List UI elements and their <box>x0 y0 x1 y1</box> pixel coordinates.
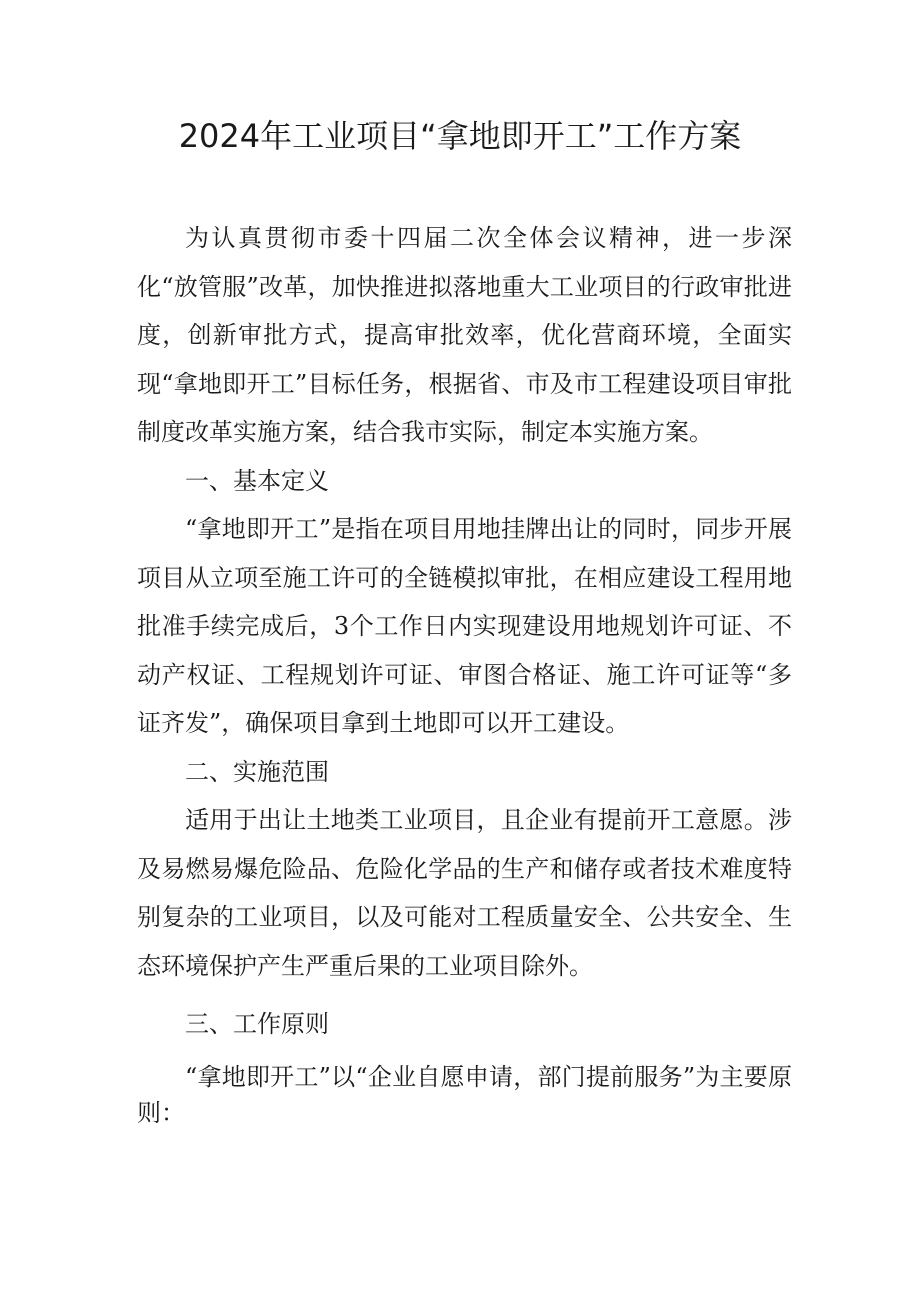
intro-paragraph: 为认真贯彻市委十四届二次全体会议精神，进一步深化“放管服”改革，加快推进拟落地重大工业项目的行政审批进度，创新审批方式，提高审批效率，优化营商环境，全面实现“拿地即开工”目标任务，根据省、市及市工程建设项目审批制度改革实施方案，结合我市实际，制定本实施方案。 <box>137 224 792 446</box>
section-3-paragraph: “拿地即开工”以“企业自愿申请，部门提前服务”为主要原则： <box>137 1062 792 1127</box>
section-1-heading: 一、基本定义 <box>185 466 329 495</box>
section-2-paragraph: 适用于出让土地类工业项目，且企业有提前开工意愿。涉及易燃易爆危险品、危险化学品的生产和储存或者技术难度特别复杂的工业项目，以及可能对工程质量安全、公共安全、生态环境保护产生严重后果的工业项目除外。 <box>137 806 792 980</box>
section-2-heading: 二、实施范围 <box>185 757 329 786</box>
section-3-heading: 三、工作原则 <box>185 1010 329 1038</box>
document-title: 2024年工业项目“拿地即开工”工作方案 <box>178 117 742 155</box>
document-body <box>137 214 792 1131</box>
section-1-paragraph: “拿地即开工”是指在项目用地挂牌出让的同时，同步开展项目从立项至施工许可的全链模拟审批，在相应建设工程用地批准手续完成后，3个工作日内实现建设用地规划许可证、不动产权证、工程规划许可证、审图合格证、施工许可证等“多证齐发”，确保项目拿到土地即可以开工建设。 <box>137 515 792 737</box>
